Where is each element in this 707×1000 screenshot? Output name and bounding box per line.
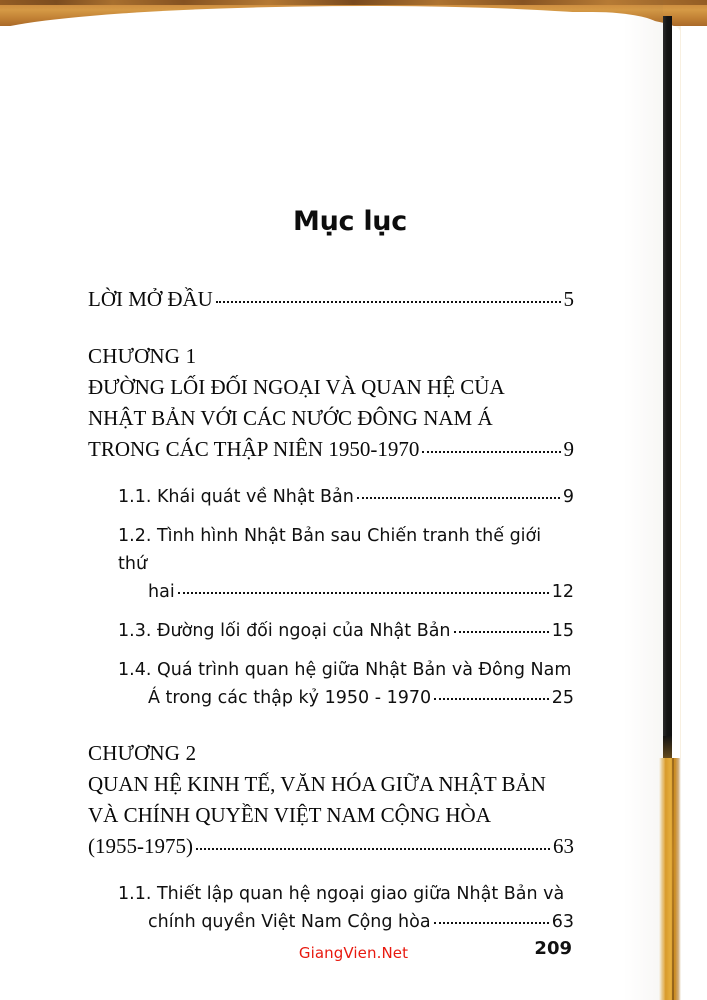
- toc-page-number: 5: [563, 287, 574, 311]
- spacer: [88, 645, 574, 656]
- toc-entry-row: [148, 684, 574, 712]
- toc-sub-entry[interactable]: [118, 522, 574, 606]
- toc-entry-line: VÀ CHÍNH QUYỀN VIỆT NAM CỘNG HÒA: [88, 803, 491, 827]
- chapter-label: CHƯƠNG 1: [88, 344, 197, 368]
- toc-entry-line: 1.2. Tình hình Nhật Bản sau Chiến tranh thế giới thứ: [118, 526, 542, 574]
- toc-entry-row: [88, 284, 574, 315]
- toc-page-number: 63: [551, 912, 574, 932]
- toc-page-number: 9: [563, 437, 574, 461]
- toc-page-number: 63: [553, 834, 574, 858]
- spacer: [88, 315, 574, 341]
- spacer: [88, 511, 574, 522]
- toc-entry-row: [88, 434, 574, 465]
- toc-entry-line: ĐƯỜNG LỐI ĐỐI NGOẠI VÀ QUAN HỆ CỦA: [88, 375, 505, 399]
- toc-page-number: 15: [551, 621, 574, 641]
- toc-entry-row: [118, 617, 574, 645]
- toc-sub-entry[interactable]: [118, 617, 574, 645]
- toc-entry-text: chính quyền Việt Nam Cộng hòa: [148, 912, 431, 932]
- toc-entry-row: [88, 831, 574, 862]
- toc-entry-line: 1.1. Thiết lập quan hệ ngoại giao giữa Nhật Bản và: [118, 884, 565, 904]
- toc-page-number: 12: [551, 582, 574, 602]
- toc-entry-text: LỜI MỞ ĐẦU: [88, 287, 213, 311]
- toc-sub-entry[interactable]: [118, 483, 574, 511]
- toc-entry-text: hai: [148, 582, 175, 602]
- spacer: [88, 862, 574, 880]
- toc-entry-line: NHẬT BẢN VỚI CÁC NƯỚC ĐÔNG NAM Á: [88, 406, 493, 430]
- toc-page-number: 9: [562, 487, 574, 507]
- toc-entry-text: (1955-1975): [88, 834, 193, 858]
- page-title: Mục lục: [293, 206, 407, 237]
- spacer: [88, 465, 574, 483]
- dot-leader: [434, 686, 549, 704]
- toc-entry-text: TRONG CÁC THẬP NIÊN 1950-1970: [88, 437, 420, 461]
- spacer: [88, 606, 574, 617]
- toc-sub-entry[interactable]: [118, 880, 574, 936]
- toc-entry-row: [148, 578, 574, 606]
- watermark: GiangVien.Net: [298, 944, 409, 962]
- dot-leader: [422, 435, 560, 456]
- dot-leader: [196, 832, 550, 853]
- toc-sub-entry[interactable]: [118, 656, 574, 712]
- toc-page-number: 25: [551, 688, 574, 708]
- dot-leader: [434, 910, 549, 928]
- dot-leader: [178, 580, 549, 598]
- toc-chapter-entry[interactable]: [88, 284, 574, 315]
- toc-entry-row: [148, 908, 574, 936]
- page-number: 209: [534, 938, 572, 959]
- table-of-contents: [88, 284, 574, 936]
- toc-entry-row: [118, 483, 574, 511]
- toc-entry-text: 1.3. Đường lối đối ngoại của Nhật Bản: [118, 621, 451, 641]
- dot-leader: [454, 619, 549, 637]
- toc-chapter-entry[interactable]: [88, 738, 574, 862]
- toc-entry-line: QUAN HỆ KINH TẾ, VĂN HÓA GIỮA NHẬT BẢN: [88, 772, 546, 796]
- chapter-label: CHƯƠNG 2: [88, 741, 197, 765]
- dot-leader: [357, 485, 560, 503]
- dot-leader: [216, 285, 561, 306]
- toc-chapter-entry[interactable]: [88, 341, 574, 465]
- toc-entry-text: 1.1. Khái quát về Nhật Bản: [118, 487, 354, 507]
- toc-entry-text: Á trong các thập kỷ 1950 - 1970: [148, 688, 432, 708]
- spacer: [88, 712, 574, 738]
- toc-entry-line: 1.4. Quá trình quan hệ giữa Nhật Bản và Đông Nam: [118, 660, 572, 680]
